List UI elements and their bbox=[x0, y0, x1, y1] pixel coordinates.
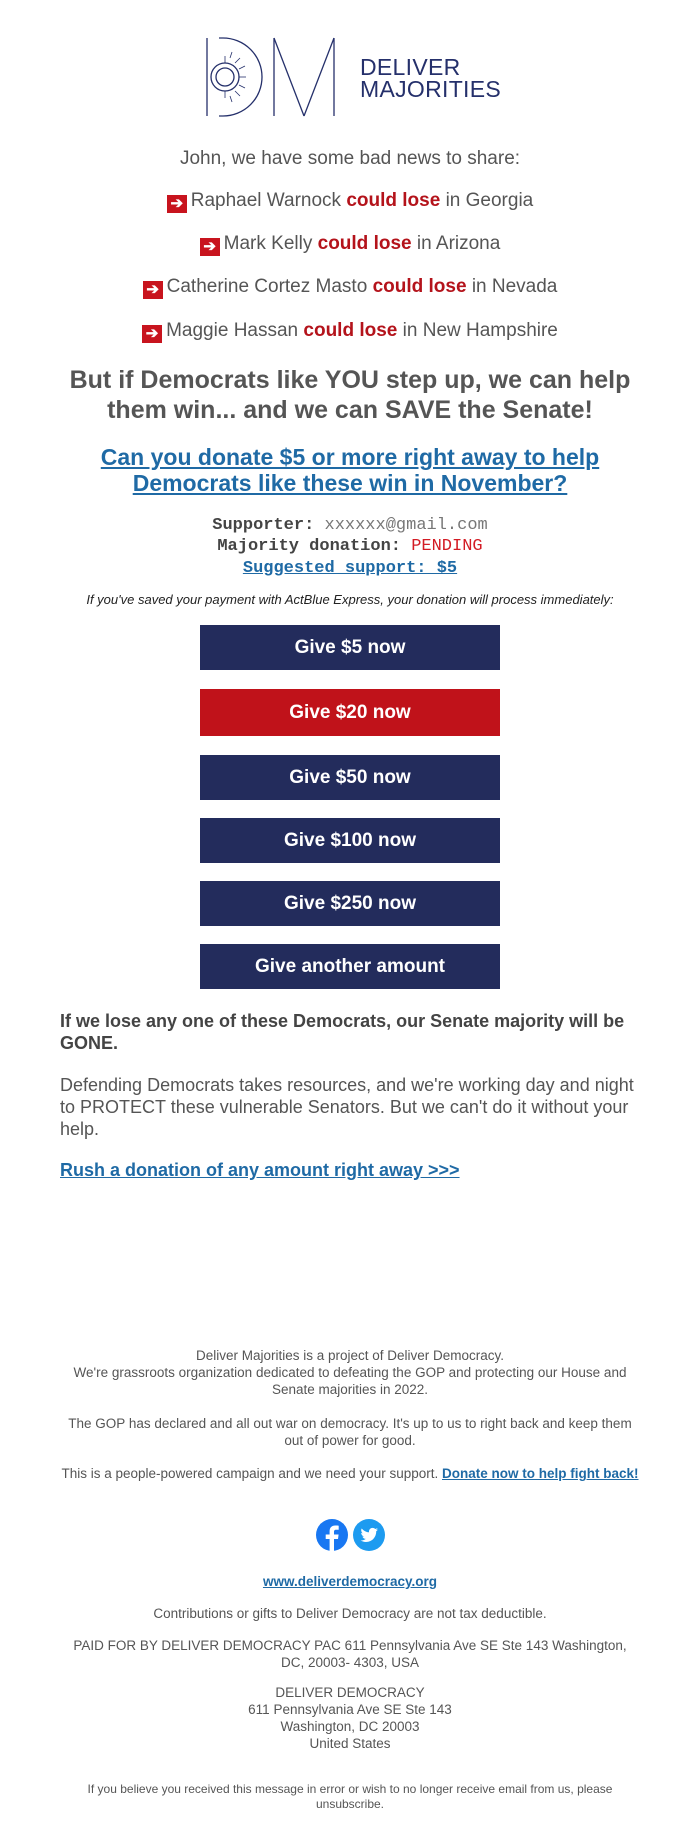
footer-about-line-1: Deliver Majorities is a project of Deliver Democracy. bbox=[195, 1348, 505, 1363]
candidate-name: Maggie Hassan bbox=[166, 320, 299, 341]
suggested-support-link[interactable]: Suggested support: $5 bbox=[242, 559, 458, 578]
candidate-line bbox=[0, 276, 700, 299]
headline-line-2: them win... and we can SAVE the Senate! bbox=[107, 396, 593, 424]
footer-gop-text: The GOP has declared and all out war on democracy. It's up to us to right back and keep them out of power for good. bbox=[68, 1416, 632, 1448]
paid-for-notice: PAID FOR BY DELIVER DEMOCRACY PAC 611 Pennsylvania Ave SE Ste 143 Washington, DC, 20003- 4303, USA bbox=[73, 1638, 627, 1670]
supporter-row bbox=[0, 516, 700, 535]
give-5-button[interactable]: Give $5 now bbox=[200, 625, 500, 670]
twitter-icon[interactable] bbox=[352, 1518, 386, 1552]
give-50-button[interactable]: Give $50 now bbox=[200, 755, 500, 800]
arrow-right-icon: ➔ bbox=[200, 238, 220, 256]
give-100-button[interactable]: Give $100 now bbox=[200, 818, 500, 863]
ask-line-2[interactable]: Democrats like these win in November? bbox=[132, 470, 568, 496]
candidate-status: could lose bbox=[303, 320, 398, 341]
candidate-place: in Nevada bbox=[471, 276, 558, 297]
candidate-line bbox=[0, 233, 700, 256]
social-links bbox=[315, 1518, 395, 1552]
give-other-amount-button[interactable]: Give another amount bbox=[200, 944, 500, 989]
arrow-right-icon: ➔ bbox=[142, 325, 162, 343]
address-country: United States bbox=[309, 1736, 391, 1751]
footer-campaign-text: This is a people-powered campaign and we need your support. bbox=[61, 1466, 439, 1481]
candidate-name: Catherine Cortez Masto bbox=[166, 276, 368, 297]
website-link[interactable] bbox=[60, 1573, 640, 1590]
footer-campaign bbox=[60, 1465, 640, 1482]
address-street: 611 Pennsylvania Ave SE Ste 143 bbox=[248, 1702, 452, 1717]
body-paragraph: Defending Democrats takes resources, and we're working day and night to PROTECT these vulnerable Senators. But we can't do it without your help. bbox=[60, 1075, 634, 1139]
headline bbox=[0, 365, 700, 425]
give-20-button[interactable]: Give $20 now bbox=[200, 689, 500, 736]
candidate-line bbox=[0, 320, 700, 343]
candidate-place: in Arizona bbox=[416, 233, 501, 254]
footer-about-line-2: We're grassroots organization dedicated to defeating the GOP and protecting our House and Senate majorities in 2022. bbox=[73, 1365, 627, 1397]
rush-donation-link[interactable]: Rush a donation of any amount right away >>> bbox=[60, 1160, 460, 1180]
arrow-right-icon: ➔ bbox=[167, 195, 187, 213]
facebook-icon[interactable] bbox=[315, 1518, 349, 1552]
mailing-address bbox=[60, 1684, 640, 1752]
supporter-value: xxxxxx@gmail.com bbox=[324, 516, 488, 535]
arrow-right-icon: ➔ bbox=[143, 281, 163, 299]
logo-word-2: MAJORITIES bbox=[360, 76, 502, 102]
majority-status: PENDING bbox=[411, 537, 483, 556]
majority-row bbox=[0, 537, 700, 556]
address-city: Washington, DC 20003 bbox=[280, 1719, 420, 1734]
candidate-line bbox=[0, 190, 700, 213]
footer-about bbox=[60, 1347, 640, 1398]
candidate-status: could lose bbox=[372, 276, 467, 297]
donate-now-link[interactable]: Donate now to help fight back! bbox=[442, 1466, 639, 1481]
candidate-name: Raphael Warnock bbox=[190, 190, 342, 211]
tax-notice: Contributions or gifts to Deliver Democracy are not tax deductible. bbox=[153, 1606, 547, 1621]
address-name: DELIVER DEMOCRACY bbox=[275, 1685, 425, 1700]
website-link-text[interactable]: www.deliverdemocracy.org bbox=[262, 1574, 438, 1589]
supporter-label: Supporter: bbox=[212, 516, 315, 535]
headline-line-1: But if Democrats like YOU step up, we can help bbox=[69, 366, 631, 394]
ask-line-1[interactable]: Can you donate $5 or more right away to help bbox=[100, 444, 600, 470]
actblue-note: If you've saved your payment with ActBlue Express, your donation will process immediately: bbox=[86, 592, 614, 607]
warning-text: If we lose any one of these Democrats, our Senate majority will be GONE. bbox=[60, 1011, 625, 1053]
deliver-majorities-logo bbox=[205, 36, 505, 118]
candidate-name: Mark Kelly bbox=[223, 233, 313, 254]
candidate-status: could lose bbox=[317, 233, 412, 254]
unsubscribe-notice[interactable]: If you believe you received this message in error or wish to no longer receive email from us, please unsubscribe. bbox=[87, 1782, 613, 1811]
logo-wordmark bbox=[360, 56, 501, 100]
donate-ask-link[interactable] bbox=[0, 444, 700, 496]
candidate-place: in Georgia bbox=[445, 190, 534, 211]
logo-word-1: DELIVER bbox=[360, 54, 461, 80]
give-250-button[interactable]: Give $250 now bbox=[200, 881, 500, 926]
majority-label: Majority donation: bbox=[217, 537, 401, 556]
intro-text: John, we have some bad news to share: bbox=[179, 148, 521, 169]
candidate-status: could lose bbox=[346, 190, 441, 211]
candidate-place: in New Hampshire bbox=[402, 320, 558, 341]
dm-monogram-icon bbox=[205, 36, 355, 118]
